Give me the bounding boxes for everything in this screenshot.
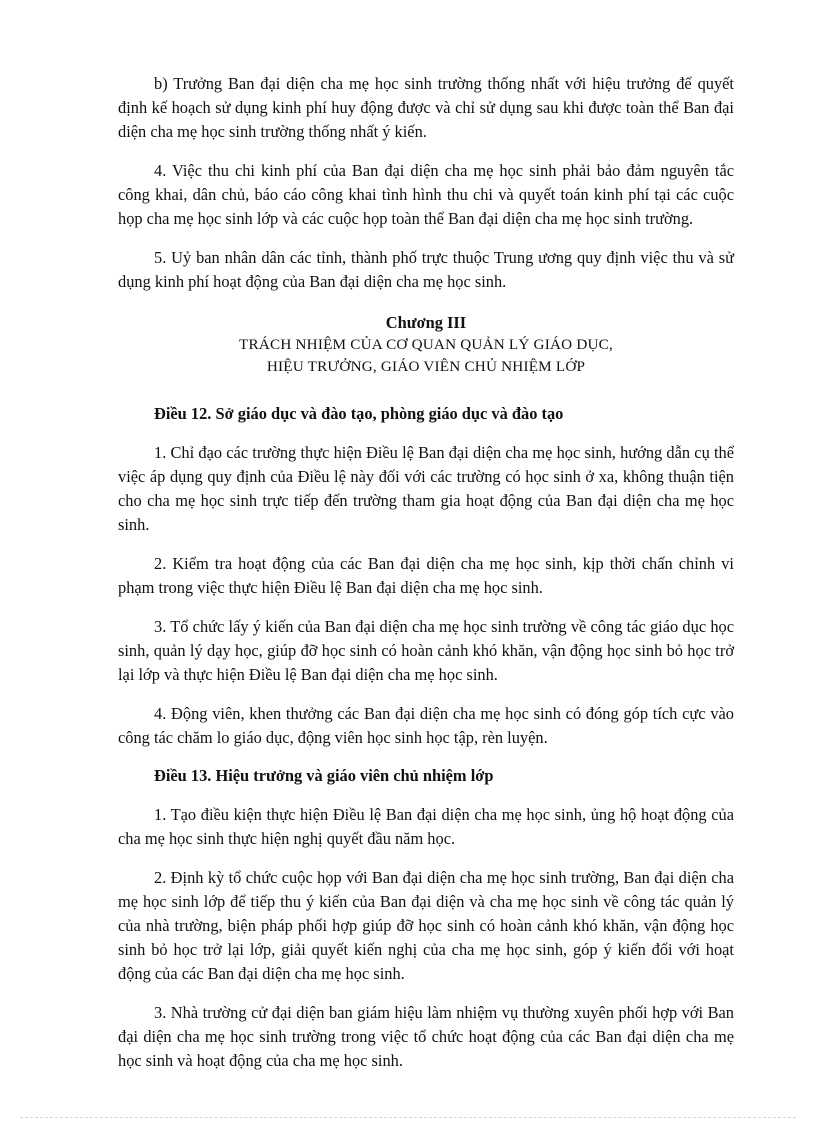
- document-body: [118, 72, 734, 1073]
- paragraph-5: 5. Uỷ ban nhân dân các tỉnh, thành phố trực thuộc Trung ương quy định việc thu và sử dụng kinh phí hoạt động của Ban đại diện cha mẹ học sinh.: [118, 248, 734, 291]
- chapter-heading: [118, 312, 734, 378]
- paragraph-3b: b) Trưởng Ban đại diện cha mẹ học sinh trường thống nhất với hiệu trưởng để quyết định kế hoạch sử dụng kinh phí huy động được và chỉ sử dụng sau khi được toàn thể Ban đại diện cha mẹ học sinh trường thống nhất ý kiến.: [118, 74, 734, 141]
- page-bottom-divider: [20, 1117, 796, 1118]
- article-12-item-4: 4. Động viên, khen thưởng các Ban đại diện cha mẹ học sinh có đóng góp tích cực vào công tác chăm lo giáo dục, động viên học sinh học tập, rèn luyện.: [118, 704, 734, 747]
- chapter-title-line-1: TRÁCH NHIỆM CỦA CƠ QUAN QUẢN LÝ GIÁO DỤC,: [239, 336, 613, 353]
- article-13-item-1: 1. Tạo điều kiện thực hiện Điều lệ Ban đại diện cha mẹ học sinh, ủng hộ hoạt động của cha mẹ học sinh thực hiện nghị quyết đầu năm học.: [118, 805, 734, 848]
- article-12-heading: Điều 12. Sở giáo dục và đào tạo, phòng giáo dục và đào tạo: [154, 404, 564, 423]
- paragraph-4: 4. Việc thu chi kinh phí của Ban đại diện cha mẹ học sinh phải bảo đảm nguyên tắc công khai, dân chủ, báo cáo công khai tình hình thu chi và quyết toán kinh phí tại các cuộc họp cha mẹ học sinh lớp và các cuộc họp toàn thể Ban đại diện cha mẹ học sinh trường.: [118, 161, 734, 228]
- article-13-item-2: 2. Định kỳ tổ chức cuộc họp với Ban đại diện cha mẹ học sinh trường, Ban đại diện cha mẹ học sinh lớp để tiếp thu ý kiến của Ban đại diện và cha mẹ học sinh về công tác quản lý của nhà trường, biện pháp phối hợp giúp đỡ học sinh có hoàn cảnh khó khăn, vận động học sinh bỏ học trở lại lớp, giải quyết kiến nghị của cha mẹ học sinh, góp ý kiến đối với hoạt động của các Ban đại diện cha mẹ học sinh.: [118, 868, 734, 983]
- article-12-item-1: 1. Chỉ đạo các trường thực hiện Điều lệ Ban đại diện cha mẹ học sinh, hướng dẫn cụ thể việc áp dụng quy định của Điều lệ này đối với các trường có học sinh ở xa, không thuận tiện cho cha mẹ học sinh trực tiếp đến trường tham gia hoạt động của Ban đại diện cha mẹ học sinh.: [118, 443, 734, 534]
- chapter-number: Chương III: [385, 313, 467, 332]
- article-12-item-2: 2. Kiểm tra hoạt động của các Ban đại diện cha mẹ học sinh, kịp thời chấn chỉnh vi phạm trong việc thực hiện Điều lệ Ban đại diện cha mẹ học sinh.: [118, 554, 734, 597]
- article-12-item-3: 3. Tổ chức lấy ý kiến của Ban đại diện cha mẹ học sinh trường về công tác giáo dục học sinh, quản lý dạy học, giúp đỡ học sinh có hoàn cảnh khó khăn, vận động học sinh bỏ học trở lại lớp và thực hiện Điều lệ Ban đại diện cha mẹ học sinh.: [118, 617, 734, 684]
- article-13-heading: Điều 13. Hiệu trưởng và giáo viên chủ nhiệm lớp: [154, 766, 494, 785]
- chapter-title-line-2: HIỆU TRƯỞNG, GIÁO VIÊN CHỦ NHIỆM LỚP: [266, 358, 586, 375]
- article-13-item-3: 3. Nhà trường cử đại diện ban giám hiệu làm nhiệm vụ thường xuyên phối hợp với Ban đại diện cha mẹ học sinh trường trong việc tổ chức hoạt động của các Ban đại diện cha mẹ học sinh và hoạt động của cha mẹ học sinh.: [118, 1003, 734, 1070]
